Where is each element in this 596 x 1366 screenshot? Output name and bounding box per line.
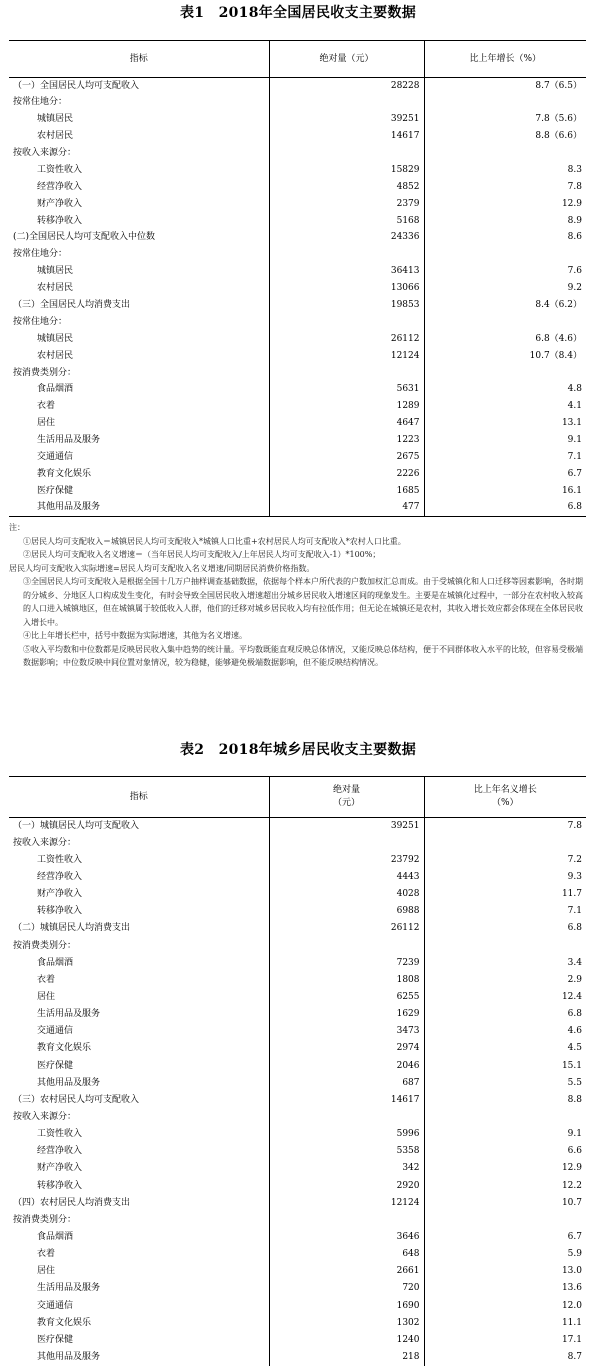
row-label: 医疗保健 (37, 1334, 74, 1345)
row-label: 财产净收入 (37, 198, 83, 209)
row-label: 生活用品及服务 (37, 1009, 101, 1020)
table1-header-row (9, 41, 586, 78)
row-growth: 11.1 (424, 1315, 586, 1332)
table-row (9, 1229, 586, 1246)
row-amount: 6255 (269, 989, 424, 1006)
row-growth: 3.4 (424, 955, 586, 972)
row-label: 按消费类别分： (13, 940, 77, 951)
row-label: 衣着 (37, 1249, 56, 1260)
table-row (9, 920, 586, 937)
table-row (9, 1177, 586, 1194)
row-label: 按消费类别分： (13, 1214, 77, 1225)
table-row (9, 1332, 586, 1349)
note-line: ②居民人均可支配收入名义增速＝（当年居民人均可支配收入/上年居民人均可支配收入-1）*100%； (23, 550, 381, 559)
table-row (9, 382, 586, 399)
note-line: 居民人均可支配收入实际增速=居民人均可支配收入名义增速/同期居民消费价格指数。 (9, 563, 315, 573)
row-label: 工资性收入 (37, 1129, 83, 1140)
row-amount (269, 1212, 424, 1229)
row-amount: 28228 (269, 78, 424, 95)
row-growth: 15.1 (424, 1057, 586, 1074)
row-label: 按常住地分： (13, 316, 68, 327)
row-growth: 6.7 (424, 1229, 586, 1246)
table-row (9, 128, 586, 145)
row-amount: 1223 (269, 432, 424, 449)
row-growth: 8.6 (424, 230, 586, 247)
row-label: （四）农村居民人均消费支出 (13, 1197, 131, 1208)
table-row (9, 162, 586, 179)
row-amount: 2379 (269, 196, 424, 213)
row-label: 教育文化娱乐 (37, 468, 92, 479)
row-label: 食品烟酒 (37, 957, 74, 968)
row-label: 食品烟酒 (37, 1231, 74, 1242)
row-label: 生活用品及服务 (37, 1283, 101, 1294)
row-amount: 720 (269, 1280, 424, 1297)
row-growth: 7.1 (424, 449, 586, 466)
row-amount: 1240 (269, 1332, 424, 1349)
row-amount: 1808 (269, 972, 424, 989)
row-amount: 26112 (269, 331, 424, 348)
row-growth (424, 314, 586, 331)
table-row (9, 246, 586, 263)
row-growth: 8.8（6.6） (424, 128, 586, 145)
row-amount: 687 (269, 1075, 424, 1092)
row-label: 经营净收入 (37, 871, 83, 882)
row-amount: 15829 (269, 162, 424, 179)
row-growth: 6.8 (424, 500, 586, 517)
row-growth: 4.1 (424, 398, 586, 415)
row-growth: 7.2 (424, 852, 586, 869)
table-row (9, 1160, 586, 1177)
row-growth: 4.6 (424, 1023, 586, 1040)
row-growth (424, 1109, 586, 1126)
table-row (9, 263, 586, 280)
row-growth (424, 145, 586, 162)
row-label: 城镇居民 (37, 266, 74, 277)
row-label: 按消费类别分： (13, 367, 77, 378)
row-growth: 8.7 (424, 1349, 586, 1366)
table-row (9, 1040, 586, 1057)
table-row (9, 1195, 586, 1212)
row-growth: 4.5 (424, 1040, 586, 1057)
row-label: 教育文化娱乐 (37, 1317, 92, 1328)
row-label: (二)全国居民人均可支配收入中位数 (13, 232, 156, 243)
table-row (9, 835, 586, 852)
row-amount: 12124 (269, 348, 424, 365)
row-amount (269, 145, 424, 162)
row-growth: 12.4 (424, 989, 586, 1006)
table-row (9, 989, 586, 1006)
row-label: （一）全国居民人均可支配收入 (13, 80, 140, 91)
row-growth (424, 835, 586, 852)
table-row (9, 1263, 586, 1280)
row-growth (424, 94, 586, 111)
row-growth: 12.9 (424, 1160, 586, 1177)
row-label: 按收入来源分： (13, 1111, 77, 1122)
table-row (9, 1075, 586, 1092)
row-amount: 1685 (269, 483, 424, 500)
table-row (9, 852, 586, 869)
row-amount: 2046 (269, 1057, 424, 1074)
row-amount: 3646 (269, 1229, 424, 1246)
row-amount: 4852 (269, 179, 424, 196)
row-growth: 7.1 (424, 903, 586, 920)
table2-body (9, 818, 586, 1366)
row-growth (424, 365, 586, 382)
row-growth: 8.8 (424, 1092, 586, 1109)
note-line: ①居民人均可支配收入＝城镇居民人均可支配收入*城镇人口比重+农村居民人均可支配收入*农村人口比重。 (23, 536, 406, 546)
table1-title: 表1 2018年全国居民收支主要数据 (179, 5, 417, 21)
row-amount: 26112 (269, 920, 424, 937)
row-amount: 2226 (269, 466, 424, 483)
row-amount: 648 (269, 1246, 424, 1263)
table-row (9, 869, 586, 886)
row-amount: 5996 (269, 1126, 424, 1143)
row-label: 城镇居民 (37, 114, 74, 125)
row-growth: 13.1 (424, 415, 586, 432)
row-growth: 13.0 (424, 1263, 586, 1280)
row-amount: 1289 (269, 398, 424, 415)
table-row (9, 1057, 586, 1074)
row-amount: 218 (269, 1349, 424, 1366)
table2-header-growth: 比上年名义增长 （%） (424, 777, 586, 818)
row-label: 财产净收入 (37, 1163, 83, 1174)
row-label: 医疗保健 (37, 485, 74, 496)
table-row (9, 94, 586, 111)
row-growth: 9.3 (424, 869, 586, 886)
table2 (9, 776, 586, 1366)
notes (9, 521, 586, 670)
row-growth: 8.7（6.5） (424, 78, 586, 95)
row-amount: 1302 (269, 1315, 424, 1332)
table1-header-growth: 比上年增长（%） (424, 41, 586, 78)
row-growth: 7.8（5.6） (424, 111, 586, 128)
table-row (9, 1109, 586, 1126)
row-growth: 16.1 (424, 483, 586, 500)
row-label: 交通通信 (37, 1300, 74, 1311)
row-growth: 12.0 (424, 1297, 586, 1314)
table-row (9, 213, 586, 230)
row-growth: 5.9 (424, 1246, 586, 1263)
row-label: 农村居民 (37, 283, 74, 294)
row-growth: 7.8 (424, 818, 586, 835)
row-label: 生活用品及服务 (37, 435, 101, 446)
row-label: （一）城镇居民人均可支配收入 (13, 820, 140, 831)
row-amount: 1690 (269, 1297, 424, 1314)
row-label: 转移净收入 (37, 1180, 83, 1191)
table-row (9, 1297, 586, 1314)
table1-body (9, 78, 586, 517)
table1-header-indicator: 指标 (129, 53, 148, 64)
note-line: ⑤收入平均数和中位数都是反映居民收入集中趋势的统计量。平均数既能直观反映总体情况，又能反映总体结构，便于不同群体收入水平的比较，但容易受极端数据影响；中位数反映中间位置对象情况，较为稳健，能够避免极端数据影响，但不能反映结构情况。 (23, 644, 583, 667)
note-line: ③全国居民人均可支配收入是根据全国十几万户抽样调查基础数据，依据每个样本户所代表的户数加权汇总而成。由于受城镇化和人口迁移等因素影响，各时期的分城乡、分地区人口构成发生变化，有时会导致全国居民收入增速超出分城乡居民收入增速区间的现象发生。主要是在城镇化过程中，一部分在农村收入较高的人口进入城镇地区，但在城镇属于较低收入人群，他们的迁移对城乡居民收入均有拉低作用；但无论在城镇还是农村，其收入增长效应都会体现在全体居民收入增长中。 (23, 577, 583, 627)
table-row (9, 196, 586, 213)
row-growth: 7.6 (424, 263, 586, 280)
row-growth: 2.9 (424, 972, 586, 989)
row-label: 食品烟酒 (37, 384, 74, 395)
table-row (9, 145, 586, 162)
row-growth: 11.7 (424, 886, 586, 903)
row-amount: 7239 (269, 955, 424, 972)
row-growth (424, 246, 586, 263)
table-row (9, 937, 586, 954)
table2-title: 表2 2018年城乡居民收支主要数据 (179, 742, 417, 758)
row-label: 农村居民 (37, 131, 74, 142)
row-amount: 13066 (269, 280, 424, 297)
table2-header-amount: 绝对量 （元） (269, 777, 424, 818)
row-label: 其他用品及服务 (37, 1077, 101, 1088)
row-growth: 10.7 (424, 1195, 586, 1212)
row-label: 教育文化娱乐 (37, 1043, 92, 1054)
notes-heading: 注： (9, 523, 25, 532)
table-row (9, 1092, 586, 1109)
row-label: 交通通信 (37, 1026, 74, 1037)
table-row (9, 297, 586, 314)
row-amount: 477 (269, 500, 424, 517)
table-row (9, 331, 586, 348)
table-row (9, 1126, 586, 1143)
table-row (9, 1349, 586, 1366)
table2-header-row (9, 777, 586, 818)
row-label: 居住 (37, 418, 56, 429)
table-row (9, 972, 586, 989)
row-growth: 8.9 (424, 213, 586, 230)
table-row (9, 365, 586, 382)
table-row (9, 415, 586, 432)
row-amount: 39251 (269, 111, 424, 128)
row-growth: 6.8 (424, 1006, 586, 1023)
row-label: 按收入来源分： (13, 148, 77, 158)
row-growth: 4.8 (424, 382, 586, 399)
table-row (9, 1023, 586, 1040)
table-row (9, 466, 586, 483)
table-row (9, 1212, 586, 1229)
table-row (9, 1315, 586, 1332)
row-label: 居住 (37, 1266, 56, 1277)
row-amount: 2920 (269, 1177, 424, 1194)
table-row (9, 1246, 586, 1263)
row-amount: 23792 (269, 852, 424, 869)
note-line: ④比上年增长栏中，括号中数据为实际增速，其他为名义增速。 (23, 631, 247, 640)
row-label: 经营净收入 (37, 1146, 83, 1157)
row-amount: 12124 (269, 1195, 424, 1212)
row-label: 财产净收入 (37, 889, 83, 900)
row-amount: 3473 (269, 1023, 424, 1040)
row-amount: 36413 (269, 263, 424, 280)
row-amount: 2661 (269, 1263, 424, 1280)
table-row (9, 955, 586, 972)
row-label: 其他用品及服务 (37, 502, 101, 513)
row-label: （三）农村居民人均可支配收入 (13, 1094, 140, 1105)
table-row (9, 111, 586, 128)
table-row (9, 1006, 586, 1023)
table-row (9, 449, 586, 466)
row-amount: 39251 (269, 818, 424, 835)
table2-header-indicator: 指标 (129, 791, 148, 802)
row-label: 医疗保健 (37, 1060, 74, 1071)
row-amount (269, 314, 424, 331)
row-amount (269, 365, 424, 382)
row-label: 衣着 (37, 401, 56, 412)
row-label: 转移净收入 (37, 906, 83, 917)
row-label: 衣着 (37, 974, 56, 985)
row-amount: 4647 (269, 415, 424, 432)
row-label: 工资性收入 (37, 854, 83, 865)
row-amount (269, 937, 424, 954)
row-amount: 19853 (269, 297, 424, 314)
row-growth: 17.1 (424, 1332, 586, 1349)
row-amount: 6988 (269, 903, 424, 920)
row-growth: 9.1 (424, 432, 586, 449)
row-growth (424, 1212, 586, 1229)
row-amount: 4443 (269, 869, 424, 886)
table-row (9, 1280, 586, 1297)
row-label: 按常住地分： (13, 97, 68, 108)
table-row (9, 1143, 586, 1160)
table1 (9, 40, 586, 517)
row-label: 农村居民 (37, 350, 74, 361)
row-growth: 12.9 (424, 196, 586, 213)
row-growth: 8.4（6.2） (424, 297, 586, 314)
row-label: 按常住地分： (13, 249, 68, 260)
row-growth: 5.5 (424, 1075, 586, 1092)
row-amount: 24336 (269, 230, 424, 247)
row-label: 其他用品及服务 (37, 1351, 101, 1362)
row-growth: 6.6 (424, 1143, 586, 1160)
row-amount (269, 94, 424, 111)
row-amount: 14617 (269, 128, 424, 145)
table-row (9, 483, 586, 500)
row-amount: 5358 (269, 1143, 424, 1160)
row-growth: 9.1 (424, 1126, 586, 1143)
row-amount (269, 246, 424, 263)
row-growth: 6.7 (424, 466, 586, 483)
row-label: 转移净收入 (37, 215, 83, 226)
table-row (9, 886, 586, 903)
table-row (9, 903, 586, 920)
row-amount: 14617 (269, 1092, 424, 1109)
row-label: 交通通信 (37, 452, 74, 463)
table-row (9, 314, 586, 331)
row-amount: 1629 (269, 1006, 424, 1023)
row-amount: 2675 (269, 449, 424, 466)
row-amount (269, 835, 424, 852)
row-growth: 9.2 (424, 280, 586, 297)
table1-header-amount: 绝对量（元） (269, 41, 424, 78)
table-row (9, 179, 586, 196)
row-label: 工资性收入 (37, 164, 83, 175)
row-amount: 4028 (269, 886, 424, 903)
table-row (9, 818, 586, 835)
row-label: 经营净收入 (37, 181, 83, 192)
row-growth: 7.8 (424, 179, 586, 196)
row-label: （三）全国居民人均消费支出 (13, 300, 131, 311)
row-label: 城镇居民 (37, 333, 74, 344)
row-label: 居住 (37, 991, 56, 1002)
table-row (9, 500, 586, 517)
row-growth: 12.2 (424, 1177, 586, 1194)
row-amount: 5631 (269, 382, 424, 399)
table-row (9, 398, 586, 415)
row-amount: 342 (269, 1160, 424, 1177)
row-amount (269, 1109, 424, 1126)
row-label: （二）城镇居民人均消费支出 (13, 923, 131, 934)
table-row (9, 432, 586, 449)
row-amount: 2974 (269, 1040, 424, 1057)
row-growth (424, 937, 586, 954)
table-row (9, 348, 586, 365)
row-growth: 6.8（4.6） (424, 331, 586, 348)
row-growth: 6.8 (424, 920, 586, 937)
table-row (9, 78, 586, 95)
row-growth: 10.7（8.4） (424, 348, 586, 365)
row-growth: 8.3 (424, 162, 586, 179)
table-row (9, 230, 586, 247)
row-label: 按收入来源分： (13, 837, 77, 848)
row-amount: 5168 (269, 213, 424, 230)
table-row (9, 280, 586, 297)
row-growth: 13.6 (424, 1280, 586, 1297)
